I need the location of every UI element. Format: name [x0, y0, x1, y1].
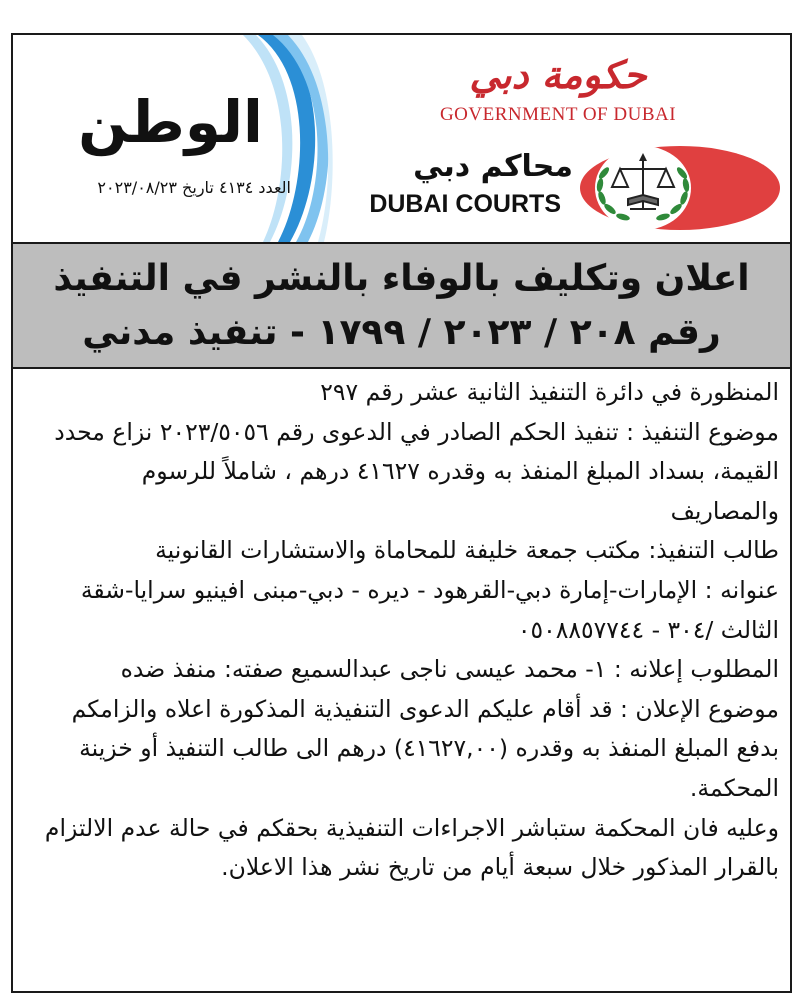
government-name: GOVERNMENT OF DUBAI — [439, 104, 677, 125]
announcement-frame — [11, 33, 792, 993]
courts-name-english: DUBAI COURTS — [369, 190, 561, 218]
paragraph-respondent: المطلوب إعلانه : ١- محمد عيسى ناجى عبدالسميع صفته: منفذ ضده — [120, 655, 779, 684]
title-line-1: اعلان وتكليف بالوفاء بالنشر في التنفيذ — [53, 258, 750, 299]
paragraph-circuit: المنظورة في دائرة التنفيذ الثانية عشر رقم ٢٩٧ — [320, 378, 779, 406]
paragraph-notice-subject: موضوع الإعلان : قد أقام عليكم الدعوى التنفيذية المذكورة اعلاه والزامكم بدفع المبلغ المنفذ به وقدره (٤١٦٢٧,٠٠) درهم الى طالب التنفيذ أو خزينة المحكمة. — [71, 694, 779, 802]
newspaper-logo: الوطن — [78, 88, 263, 156]
issue-date-line: العدد ٤١٣٤ تاريخ ٢٠٢٣/٠٨/٢٣ — [97, 178, 291, 197]
paragraph-address: عنوانه : الإمارات-إمارة دبي-القرهود - ديره - دبي-مبنى افينيو سرايا-شقة الثالث /٣٠٤ - ٠٥٠٨٨٥٧٧٤٤ — [80, 575, 779, 644]
header — [13, 35, 790, 242]
announcement-body — [27, 373, 779, 888]
government-logo-arabic: حكومة دبي — [469, 52, 647, 97]
courts-name-arabic: محاكم دبي — [413, 149, 573, 184]
dubai-courts-emblem-icon — [568, 143, 783, 233]
paragraph-closing: وعليه فان المحكمة ستباشر الاجراءات التنفيذية بحقكم في حالة عدم الالتزام بالقرار المذكور خلال سبعة أيام من تاريخ نشر هذا الاعلان. — [44, 813, 779, 882]
title-band — [13, 242, 790, 369]
paragraph-applicant: طالب التنفيذ: مكتب جمعة خليفة للمحاماة والاستشارات القانونية — [155, 536, 779, 565]
title-line-2: رقم ٢٠٨ / ٢٠٢٣ / ١٧٩٩ - تنفيذ مدني — [82, 312, 721, 353]
paragraph-execution-subject: موضوع التنفيذ : تنفيذ الحكم الصادر في الدعوى رقم ٢٠٢٣/٥٠٥٦ نزاع محدد القيمة، بسداد المبلغ المنفذ به وقدره ٤١٦٢٧ درهم ، شاملاً للرسوم والمصاريف — [54, 417, 779, 525]
